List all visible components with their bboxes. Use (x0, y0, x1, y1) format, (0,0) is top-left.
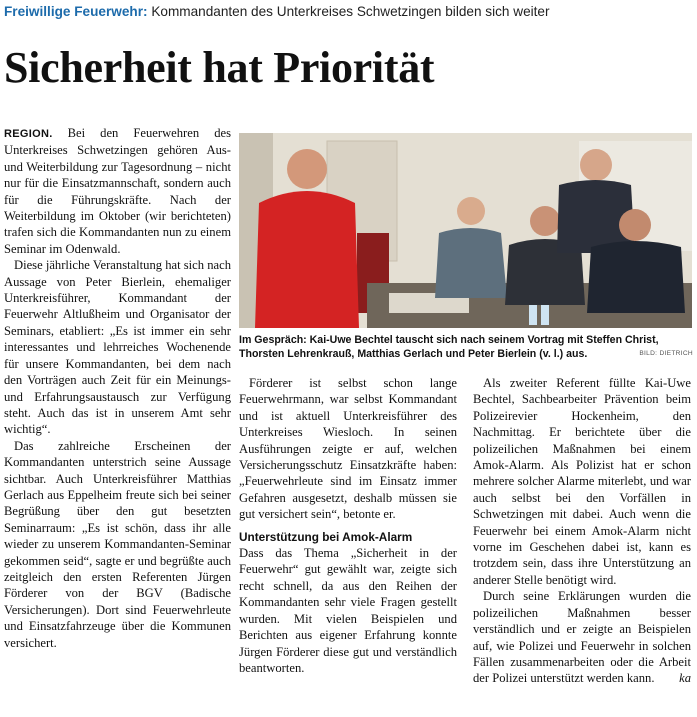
photo-caption: Im Gespräch: Kai-Uwe Bechtel tauscht sich nach seinem Vortrag mit Steffen Christ, Thorsten Lehrenkrauß, Matthias Gerlach und Peter Bierlein (v. l.) aus. (239, 334, 659, 360)
col1-paragraph-3: Das zahlreiche Erscheinen der Kommandanten unterstrich seine Aussage sichtbar. Auch Unterkreisführer Matthias Gerlach aus Eppelheim freute sich bei seiner Begrüßung über den gut besetzten Seminarraum: „Es ist schön, dass ihr alle wieder zu unserem Kommandanten-Seminar gekommen seid“, sagte er und begrüßte auch zeitgleich den ersten Referenten Jürgen Förderer von der BGV (Badische Versicherungen). Dort sind Feuerwehrleute und Einsatzfahrzeuge über die Kommunen versichert. (4, 438, 231, 650)
col1-paragraph-2: Diese jährliche Veranstaltung hat sich nach Aussage von Peter Bierlein, ehemaliger Unterkreisführer, Kommandant der Feuerwehr Altlußheim und Organisator der Seminars, etabliert: „Es ist immer ein sehr interessantes und lehrreiches Wochenende für unsere Kommandanten, bei dem nach den Vorträgen auch Zeit für ein Meinungs- und Erfahrungsaustausch zur Verfügung steht. Auch das ist in unserem Amt sehr wichtig“. (4, 258, 231, 437)
kicker-line (4, 2, 694, 22)
col3-paragraph-1: Als zweiter Referent füllte Kai-Uwe Bechtel, Sachbearbeiter Prävention beim Polizeirevier Hockenheim, den Nachmittag. Er berichtete über die polizeilichen Maßnahmen bei einem Amok-Alarm. Als Polizist hat er schon mehrere solcher Alarme miterlebt, und war auch selbst bei den Vorfällen in Schwetzingen mit dabei. Auch wenn die Feuerwehr bei einem Amok-Alarm nicht vorne im Geschehen dabei ist, kann es trotzdem sein, dass ihre Unterstützung an anderer Stelle benötigt wird. (473, 376, 691, 587)
article-column-3 (473, 375, 691, 687)
col2-paragraph-1: Förderer ist selbst schon lange Feuerwehrmann, war selbst Kommandant und ist aktuell Unterkreisführer des Unterkreises Wiesloch. In seinen Ausführungen zeigte er auf, welchen Versicherungsschutz Einsatzkräfte haben: „Feuerwehrleute sind im Einsatz immer Gefahren ausgesetzt, deshalb müssen sie gut versichert sein“, betonte er. (239, 376, 457, 522)
article-photo (239, 133, 692, 328)
article-column-2 (239, 375, 457, 676)
kicker-text: Kommandanten des Unterkreises Schwetzingen bilden sich weiter (151, 4, 550, 19)
dateline: REGION. (4, 128, 53, 140)
subheading: Unterstützung bei Amok-Alarm (239, 529, 413, 544)
photo-credit: BILD: DIETRICH (639, 350, 693, 357)
col3-paragraph-2: Durch seine Erklärungen wurden die polizeilichen Maßnahmen besser verständlich und er zeigte an Beispielen auf, wie Polizei und Feuerwehr in solchen Fällen zusammenarbeiten oder die Arbeit der Polizei unterstützt werden kann. (473, 589, 691, 686)
article-column-1 (4, 125, 231, 651)
col2-paragraph-2: Dass das Thema „Sicherheit in der Feuerwehr“ gut gewählt war, zeigte sich recht schnell, da aus den Reihen der Kommandanten sehr viele Fragen gestellt wurden. Mit vielen Beispielen und Berichten aus eigener Erfahrung konnte Jürgen Förderer diese gut und verständlich beantworten. (239, 546, 457, 675)
col1-paragraph-1: Bei den Feuerwehren des Unterkreises Schwetzingen gehören Aus- und Weiterbildung zur Tagesordnung – nicht nur für die Einsatzmannschaft, sondern auch für die Führungskräfte. Nach der Weiterbildung im Oktober (wir berichteten) trafen sich die Kommandanten nun zu einem Seminar im Odenwald. (4, 126, 231, 256)
headline: Sicherheit hat Priorität (4, 43, 435, 92)
kicker-label: Freiwillige Feuerwehr: (4, 4, 148, 19)
author-signature: ka (679, 671, 691, 686)
photo-illustration (239, 133, 692, 328)
